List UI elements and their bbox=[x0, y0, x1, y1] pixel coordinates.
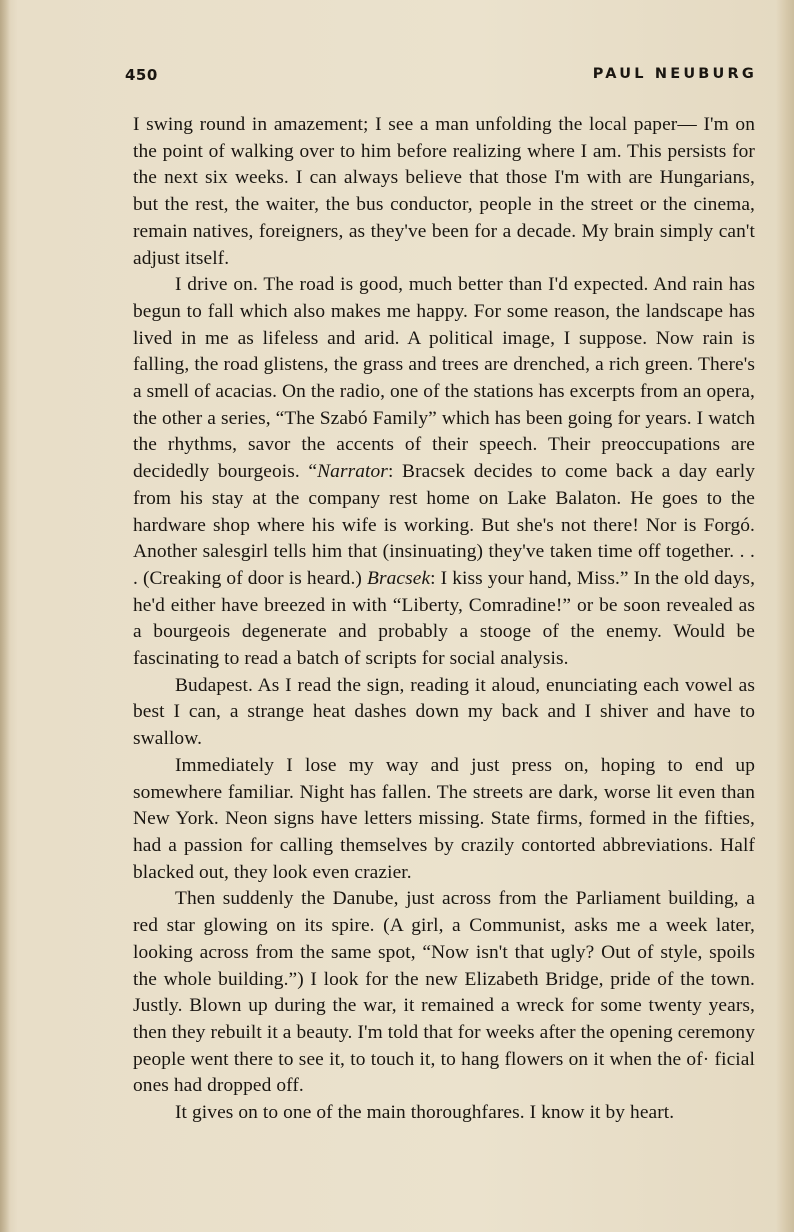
running-head: PAUL NEUBURG bbox=[592, 66, 757, 82]
paragraph-2 bbox=[133, 272, 755, 673]
paragraph-2-italic-narrator: Narrator bbox=[317, 461, 388, 483]
page-header bbox=[125, 66, 757, 88]
paragraph-4: Immediately I lose my way and just press on, hoping to end up somewhere familiar. Night has fallen. The streets are dark, worse lit even than New York. Neon signs have letters missing. State firms, formed in the fifties, had a passion for calling themselves by crazily contorted abbreviations. Half blacked out, they look even crazier. bbox=[133, 754, 755, 883]
paragraph-1: I swing round in amazement; I see a man unfolding the local paper— I'm on the point of walking over to him before realizing where I am. This persists for the next six weeks. I can always believe that those I'm with are Hungarians, but the rest, the waiter, the bus conductor, people in the street or the cinema, remain natives, foreigners, as they've been for a decade. My brain simply can't adjust itself. bbox=[133, 114, 755, 269]
paragraph-6: It gives on to one of the main thoroughfares. I know it by heart. bbox=[175, 1102, 675, 1124]
paragraph-2-italic-bracsek: Bracsek bbox=[367, 567, 431, 589]
page-number: 450 bbox=[125, 66, 158, 84]
paragraph-5: Then suddenly the Danube, just across from the Parliament building, a red star glowing on its spire. (A girl, a Communist, asks me a week later, looking across from the same spot, “Now isn't that ugly? Out of style, spoils the whole building.”) I look for the new Elizabeth Bridge, pride of the town. Justly. Blown up during the war, it remained a wreck for some twenty years, then they rebuilt it a beauty. I'm told that for weeks after the opening ceremony people went there to see it, to touch it, to hang flowers on it when the of· ficial ones had dropped off. bbox=[133, 888, 755, 1097]
spine-shadow bbox=[0, 0, 10, 1232]
paragraph-2-text-a: I drive on. The road is good, much better than I'd expected. And rain has begun to fall which also makes me happy. For some reason, the landscape has lived in me as lifeless and arid. A political image, I suppose. Now rain is falling, the road glistens, the grass and trees are drenched, a rich green. There's a smell of acacias. On the radio, one of the stations has excerpts from an opera, the other a series, “The Szabó Family” which has been going for years. I watch the rhythms, savor the accents of their speech. Their preoccupations are decidedly bourgeois. “ bbox=[133, 274, 755, 483]
paragraph-2-text-b: : Bracsek decides to come back a day early from his stay at the company rest home on Lake Balaton. He goes to the hardware shop where his wife is working. But she's not there! Nor is Forgó. Another salesgirl tells him that (insinuating) they've taken time off together. . . . (Creaking of door is heard.) bbox=[133, 461, 755, 589]
paragraph-3: Budapest. As I read the sign, reading it aloud, enunciating each vowel as best I can, a strange heat dashes down my back and I shiver and have to swallow. bbox=[133, 674, 755, 750]
body-text bbox=[133, 112, 755, 1127]
paragraph-2-text-c: : I kiss your hand, Miss.” In the old days, he'd either have breezed in with “Liberty, Comradine!” or be soon revealed as a bourgeois degenerate and probably a stooge of the enemy. Would be fascinating to read a batch of scripts for social analysis. bbox=[133, 567, 756, 670]
page-edge bbox=[776, 0, 794, 1232]
